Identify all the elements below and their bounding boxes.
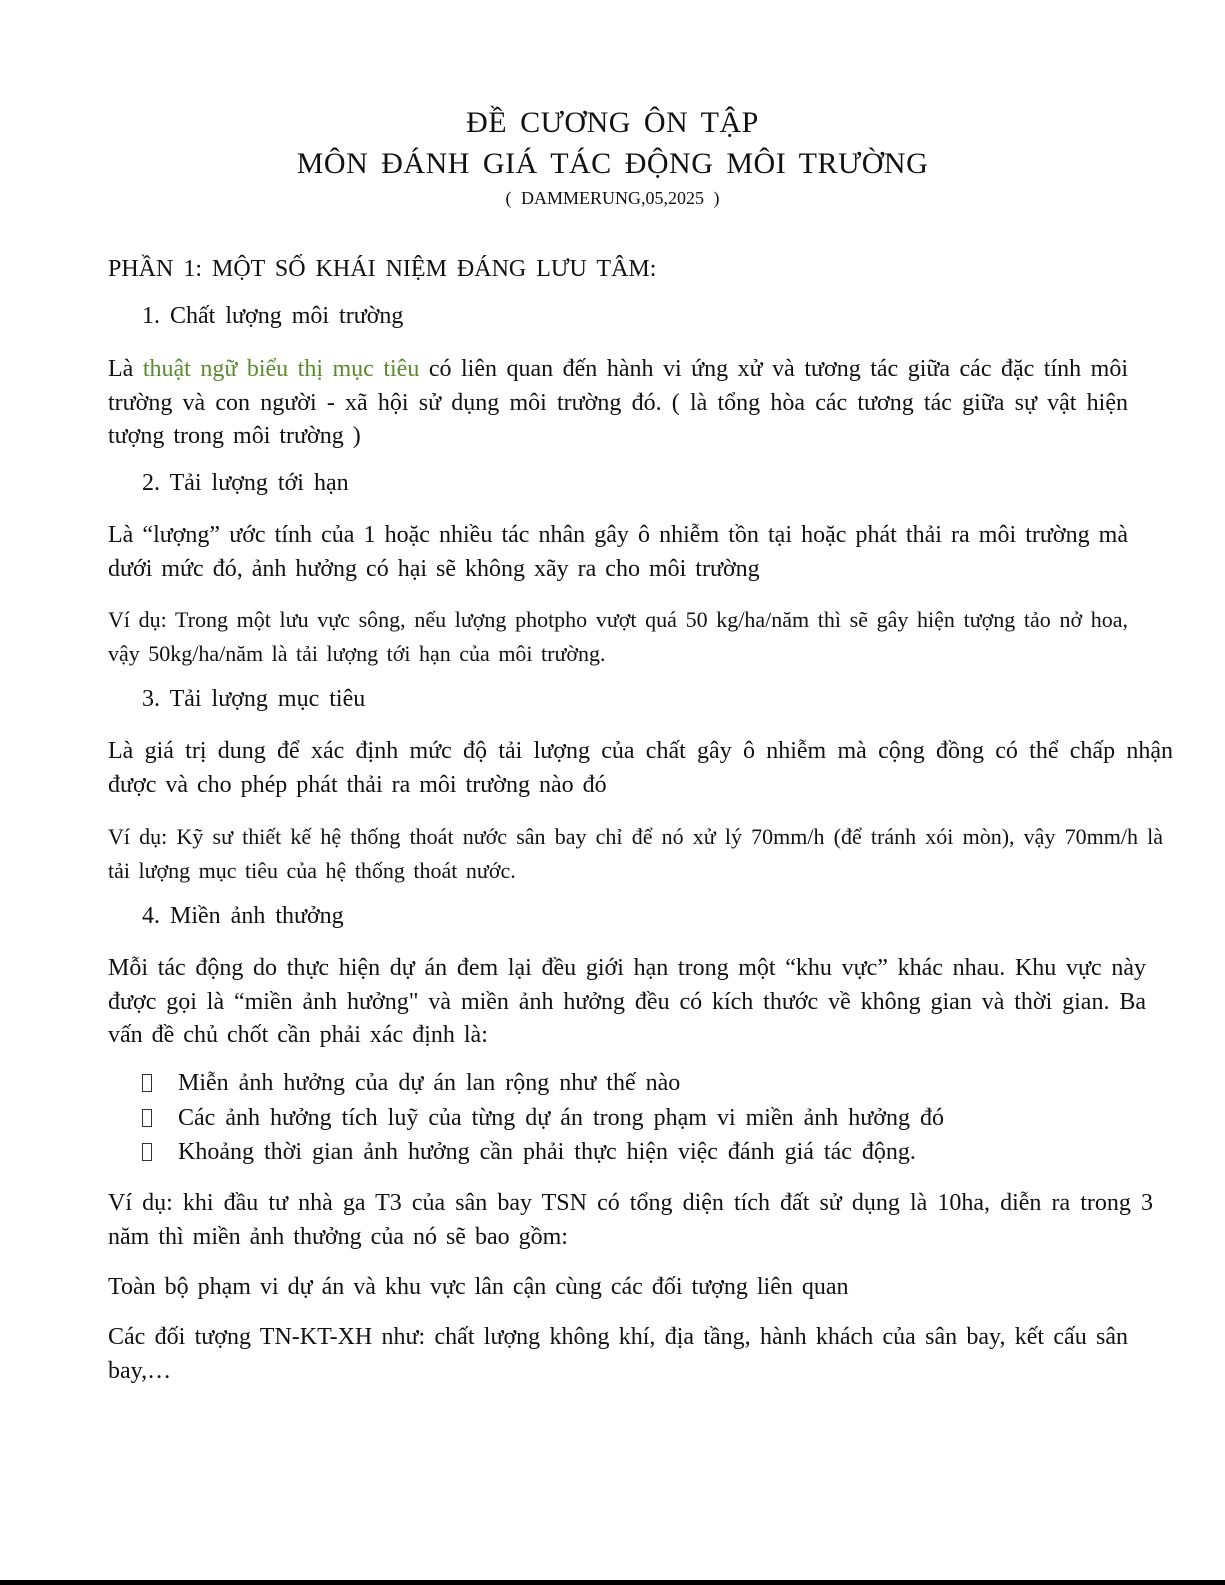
section4-example: Ví dụ: khi đầu tư nhà ga T3 của sân bay TSN có tổng diện tích đất sử dụng là 10ha, diễn ra trong 3 năm thì miền ảnh thưởng của nó sẽ bao gồm: [108,1190,1153,1250]
section2-paragraph: Là “lượng” ước tính của 1 hoặc nhiều tác nhân gây ô nhiễm tồn tại hoặc phát thải ra môi trường mà dưới mức đó, ảnh hưởng có hại sẽ không xãy ra cho môi trường [108,522,1128,582]
section1-highlight: thuật ngữ biểu thị mục tiêu [142,356,420,382]
bullet-glyph-icon [142,1074,152,1092]
doc-subtitle: ( DAMMERUNG,05,2025 ) [505,188,720,208]
doc-title-line1: ĐỀ CƯƠNG ÔN TẬP [466,106,759,139]
bullet-glyph-icon [142,1143,152,1161]
bullet-item: Miễn ảnh hưởng của dự án lan rộng như thế nào [142,1070,680,1097]
section4-point1: Toàn bộ phạm vi dự án và khu vực lân cận cùng các đối tượng liên quan [108,1274,849,1300]
section4-point2: Các đối tượng TN-KT-XH như: chất lượng không khí, địa tầng, hành khách của sân bay, kết cấu sân bay,… [108,1324,1128,1384]
section1-lead: Là [108,356,143,382]
bullet-item: Khoảng thời gian ảnh hưởng cần phải thực hiện việc đánh giá tác động. [142,1139,916,1166]
section3-example: Ví dụ: Kỹ sư thiết kế hệ thống thoát nước sân bay chỉ để nó xử lý 70mm/h (để tránh xói mòn), vậy 70mm/h là tải lượng mục tiêu của hệ thống thoát nước. [108,824,1163,883]
section3-heading: 3. Tải lượng mục tiêu [142,686,366,712]
page-bottom-divider [0,1580,1225,1585]
part1-heading: PHẦN 1: MỘT SỐ KHÁI NIỆM ĐÁNG LƯU TÂM: [108,256,657,282]
section2-example: Ví dụ: Trong một lưu vực sông, nếu lượng photpho vượt quá 50 kg/ha/năm thì sẽ gây hiện tượng tảo nở hoa, vậy 50kg/ha/năm là tải lượng tới hạn của môi trường. [108,607,1128,666]
section2-heading: 2. Tải lượng tới hạn [142,470,349,496]
bullet-glyph-icon [142,1109,152,1127]
section4-paragraph: Mỗi tác động do thực hiện dự án đem lại đều giới hạn trong một “khu vực” khác nhau. Khu vực này được gọi là “miền ảnh hưởng" và miền ảnh hưởng đều có kích thước về không gian và thời gian. Ba vấn đề chủ chốt cần phải xác định là: [108,955,1146,1048]
bullet-item: Các ảnh hưởng tích luỹ của từng dự án trong phạm vi miền ảnh hưởng đó [142,1105,944,1132]
section1-paragraph [108,353,1128,454]
section1-rest: có liên quan đến hành vi ứng xử và tương tác giữa các đặc tính môi trường và con người - xã hội sử dụng môi trường đó. ( là tổng hòa các tương tác giữa sự vật hiện tượng trong môi trường ) [108,356,1128,449]
section4-heading: 4. Miền ảnh thưởng [142,903,344,929]
section1-heading: 1. Chất lượng môi trường [142,303,404,329]
doc-title-line2: MÔN ĐÁNH GIÁ TÁC ĐỘNG MÔI TRƯỜNG [296,147,929,180]
section3-paragraph: Là giá trị dung để xác định mức độ tải lượng của chất gây ô nhiễm mà cộng đồng có thể chấp nhận được và cho phép phát thải ra môi trường nào đó [108,738,1173,798]
